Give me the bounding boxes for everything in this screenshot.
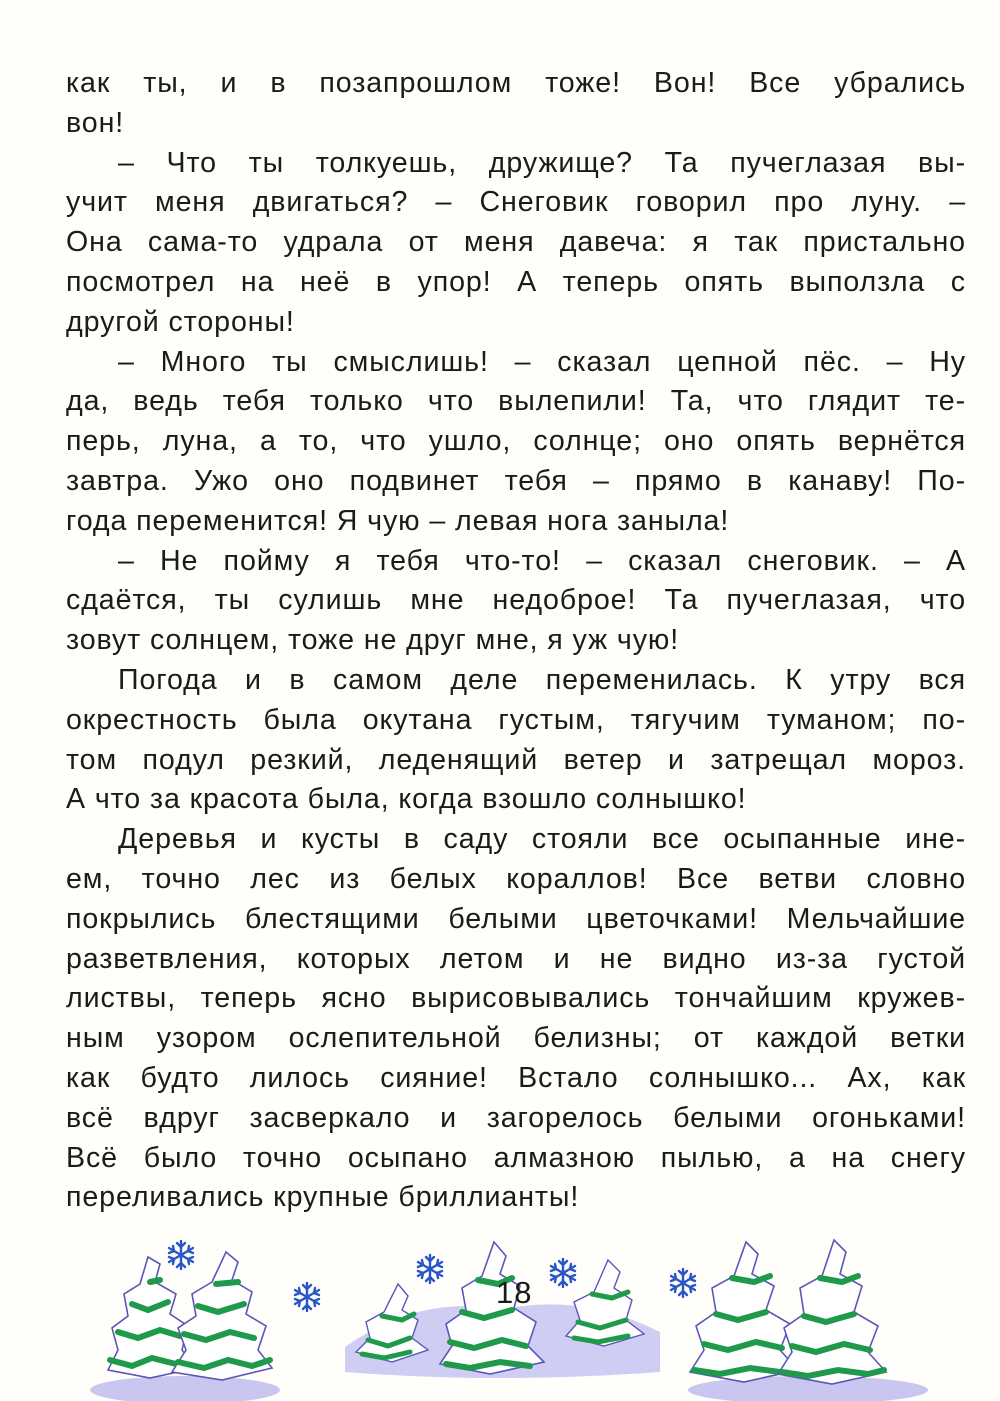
text-line: Погода и в самом деле переменилась. К утру вся <box>118 663 966 696</box>
page-number: 18 <box>496 1275 533 1310</box>
fir-tree-icon <box>566 1260 644 1346</box>
text-line: – Много ты смыслишь! – сказал цепной пёс. – Ну <box>118 345 966 378</box>
text-line: учит меня двигаться? – Снеговик говорил про луну. – <box>66 186 966 219</box>
text-line: покрылись блестящими белыми цветочками! Мельчайшие <box>66 902 966 935</box>
text-line: ным узором ослепительной белизны; от каждой ветки <box>66 1022 966 1055</box>
text-line: перь, луна, а то, что ушло, солнце; оно опять вернётся <box>66 425 966 458</box>
text-line: – Не пойму я тебя что-то! – сказал снеговик. – А <box>118 544 966 577</box>
fir-tree-icon <box>356 1284 428 1362</box>
text-line: как будто лилось сияние! Встало солнышко... Ах, как <box>66 1061 966 1094</box>
snowflake-icon <box>295 1283 319 1311</box>
snowflake-icon <box>169 1241 193 1269</box>
snow-drift <box>90 1376 280 1401</box>
snowflake-icon <box>671 1269 695 1297</box>
text-line: вон! <box>66 106 125 139</box>
text-line: переливались крупные бриллианты! <box>66 1181 580 1214</box>
text-line: – Что ты толкуешь, дружище? Та пучеглазая вы- <box>118 146 966 179</box>
text-line: всё вдруг засверкало и загорелось белыми огоньками! <box>66 1101 966 1134</box>
snowflake-icon <box>551 1259 575 1287</box>
text-line: завтра. Ужо оно подвинет тебя – прямо в канаву! По- <box>66 464 966 497</box>
text-line: другой стороны! <box>66 305 295 338</box>
fir-tree-icon <box>690 1242 798 1382</box>
text-line: как ты, и в позапрошлом тоже! Вон! Все убрались <box>66 67 966 99</box>
text-line: листвы, теперь ясно вырисовывались тончайшим кружев- <box>66 982 966 1015</box>
text-line: А что за красота была, когда взошло солнышко! <box>66 783 747 816</box>
winter-decoration <box>0 1222 1000 1401</box>
text-line: разветвления, которых летом и не видно из-за густой <box>66 942 966 975</box>
text-line: посмотрел на неё в упор! А теперь опять выползла с <box>66 265 966 298</box>
text-line: сдаётся, ты сулишь мне недоброе! Та пучеглазая, что <box>66 584 966 617</box>
text-line: том подул резкий, леденящий ветер и затрещал мороз. <box>66 743 966 776</box>
text-line: зовут солнцем, тоже не друг мне, я уж чую! <box>66 624 680 657</box>
fir-tree-icon <box>778 1240 886 1384</box>
text-line: Она сама-то удрала от меня давеча: я так пристально <box>66 226 966 259</box>
text-line: ем, точно лес из белых кораллов! Все ветви словно <box>66 862 966 895</box>
fir-tree-icon <box>172 1252 272 1380</box>
snowflake-icon <box>418 1255 442 1283</box>
text-line: Всё было точно осыпано алмазною пылью, а на снегу <box>66 1141 966 1174</box>
story-text <box>66 64 966 1218</box>
text-line: года переменится! Я чую – левая нога заныла! <box>66 504 730 537</box>
text-line: окрестность была окутана густым, тягучим туманом; по- <box>66 703 966 736</box>
text-line: Деревья и кусты в саду стояли все осыпанные ине- <box>118 823 966 856</box>
text-line: да, ведь тебя только что вылепили! Та, что глядит те- <box>66 385 966 418</box>
